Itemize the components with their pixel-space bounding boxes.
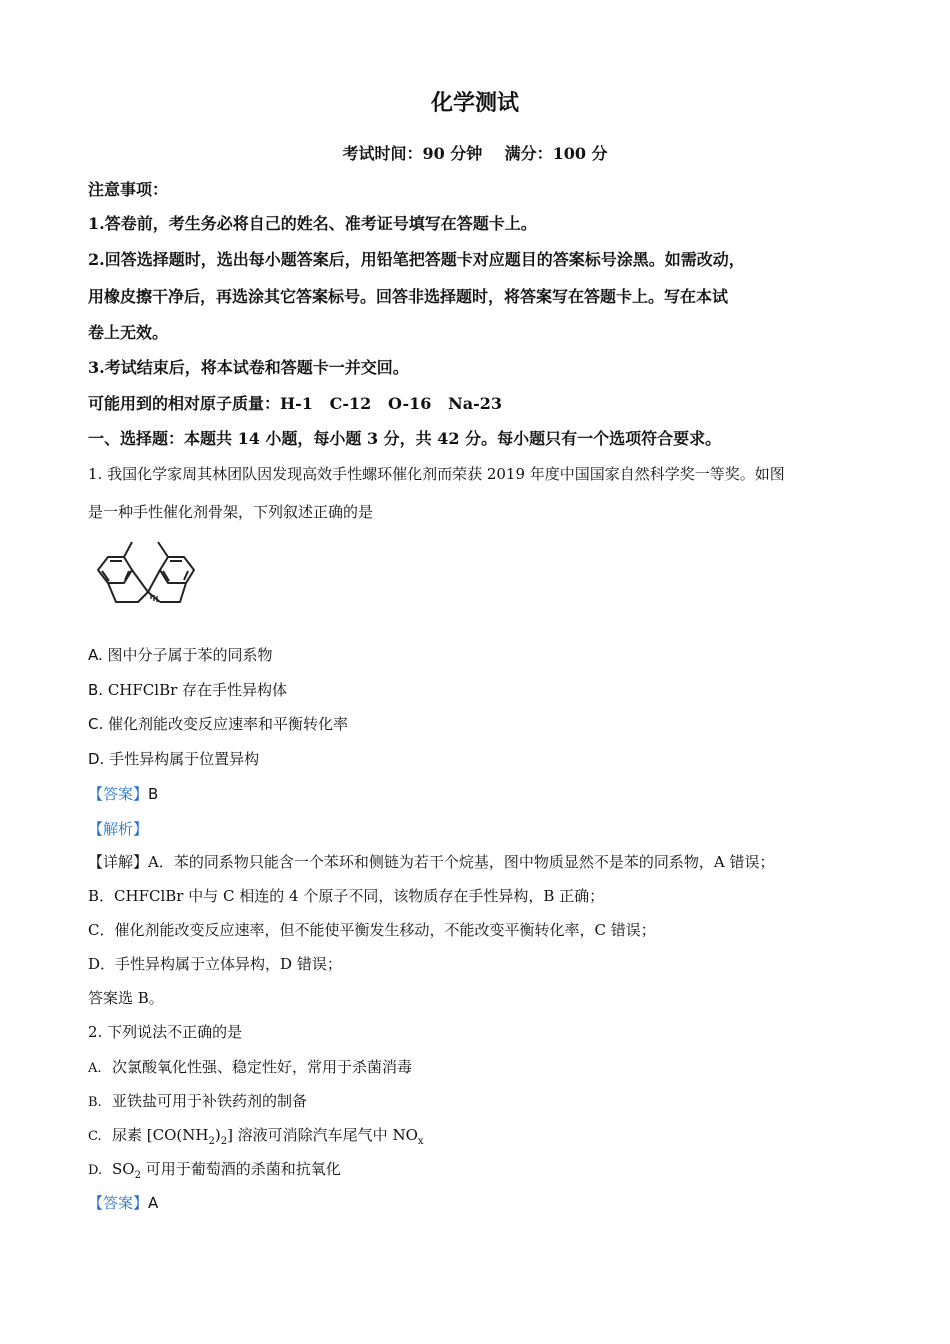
q1-answer-label: 【答案】 <box>88 785 149 803</box>
notes-item-1: 1.答卷前，考生务必将自己的姓名、准考证号填写在答题卡上。 <box>88 214 537 233</box>
q1-detail-line-1: 【详解】A．苯的同系物只能含一个苯环和侧链为若干个烷基，图中物质显然不是苯的同系物，A 错误； <box>88 853 775 871</box>
q2-option-c <box>88 1125 862 1152</box>
q2-answer <box>88 1193 862 1213</box>
q1-option-c-text: 催化剂能改变反应速率和平衡转化率 <box>103 715 349 733</box>
q2-option-b <box>88 1091 862 1113</box>
q2-option-d-letter: D. <box>88 1163 103 1178</box>
notes-item-2-line-3: 卷上无效。 <box>88 323 169 342</box>
q1-answer <box>88 784 862 804</box>
q1-option-a <box>88 645 862 665</box>
exam-info: 考试时间：90 分钟 满分：100 分 <box>342 144 608 163</box>
q1-analysis-label: 【解析】 <box>88 820 149 838</box>
q1-stem-line-1: 1. 我国化学家周其林团队因发现高效手性螺环催化剂而荣获 2019 年度中国国家自然科学奖一等奖。如图 <box>88 465 785 483</box>
q2-option-c-sub-1: 2 <box>208 1136 215 1147</box>
q2-option-a-letter: A. <box>88 1061 102 1076</box>
q2-option-c-text-mid: ) <box>214 1126 221 1144</box>
q2-option-b-text: 亚铁盐可用于补铁药剂的制备 <box>112 1092 308 1110</box>
q1-option-d-letter: D. <box>88 750 105 768</box>
q1-detail-line-5: 答案选 B。 <box>88 989 164 1007</box>
notes-item-2-line-1: 2.回答选择题时，选出每小题答案后，用铅笔把答题卡对应题目的答案标号涂黑。如需改动， <box>88 250 745 269</box>
q1-detail-line-4: D．手性异构属于立体异构，D 错误； <box>88 955 342 973</box>
q2-option-c-text-pre: 尿素 [CO(NH <box>112 1126 209 1144</box>
q2-option-b-letter: B. <box>88 1095 102 1110</box>
q2-option-d-sub: 2 <box>134 1170 141 1181</box>
q1-option-b-letter: B. <box>88 681 104 699</box>
atomic-mass-line: 可能用到的相对原子质量：H-1 C-12 O-16 Na-23 <box>88 394 502 413</box>
q2-option-d-text-pre: SO <box>112 1160 135 1178</box>
q2-stem: 2. 下列说法不正确的是 <box>88 1023 243 1041</box>
q1-detail-line-2: B．CHFClBr 中与 C 相连的 4 个原子不同，该物质存在手性异构，B 正确； <box>88 887 605 905</box>
q2-answer-label: 【答案】 <box>88 1194 149 1212</box>
q1-option-c <box>88 714 862 734</box>
q1-option-c-letter: C. <box>88 715 104 733</box>
q2-option-a <box>88 1057 862 1079</box>
page-title: 化学测试 <box>430 90 519 116</box>
q1-option-d <box>88 749 862 769</box>
q1-option-b <box>88 680 862 700</box>
notes-item-2-line-2: 用橡皮擦干净后，再选涂其它答案标号。回答非选择题时，将答案写在答题卡上。写在本试 <box>88 287 729 306</box>
q2-option-c-sub-3: x <box>417 1136 424 1147</box>
q2-option-d <box>88 1159 862 1186</box>
q1-option-a-letter: A. <box>88 646 103 664</box>
q2-option-d-text-post: 可用于葡萄酒的杀菌和抗氧化 <box>140 1160 341 1178</box>
q1-detail-line-3: C．催化剂能改变反应速率，但不能使平衡发生移动，不能改变平衡转化率，C 错误； <box>88 921 656 939</box>
q2-option-a-text: 次氯酸氧化性强、稳定性好，常用于杀菌消毒 <box>112 1058 413 1076</box>
q2-option-c-letter: C. <box>88 1129 102 1144</box>
section-1-heading: 一、选择题：本题共 14 小题，每小题 3 分，共 42 分。每小题只有一个选项符合要求。 <box>88 429 722 448</box>
q1-option-d-text: 手性异构属于位置异构 <box>104 750 260 768</box>
q1-option-a-text: 图中分子属于苯的同系物 <box>102 646 273 664</box>
q1-option-b-text: CHFClBr 存在手性异构体 <box>103 681 288 699</box>
q2-option-c-sub-2: 2 <box>220 1136 228 1147</box>
q2-option-c-text-post: ] 溶液可消除汽车尾气中 NO <box>227 1126 418 1144</box>
notes-item-3: 3.考试结束后，将本试卷和答题卡一并交回。 <box>88 358 409 377</box>
notes-heading: 注意事项： <box>88 180 169 199</box>
q1-stem-line-2: 是一种手性催化剂骨架，下列叙述正确的是 <box>88 503 374 521</box>
spiro-catalyst-structure <box>90 540 208 610</box>
q2-answer-value: A <box>148 1194 159 1212</box>
q1-answer-value: B <box>148 785 159 803</box>
